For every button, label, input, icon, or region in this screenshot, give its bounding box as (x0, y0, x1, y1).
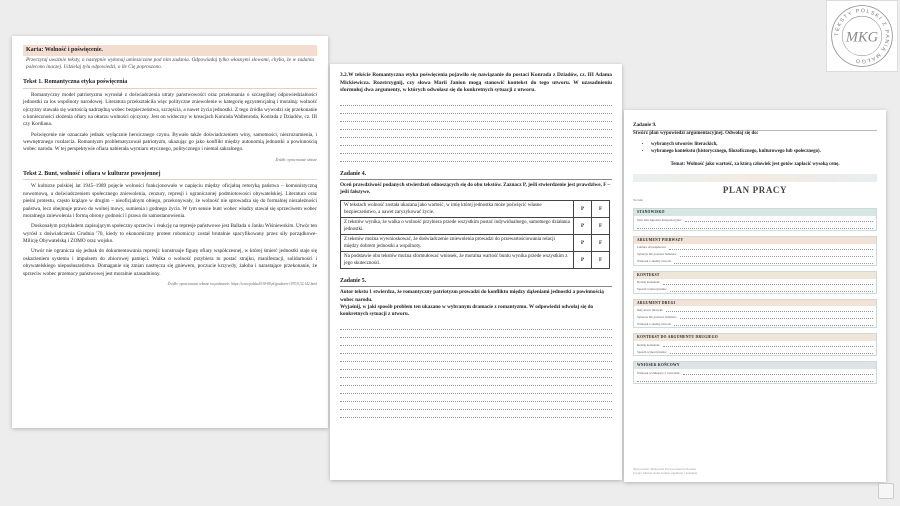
field-label: Wniosek z analizy utworu: (637, 322, 672, 327)
answer-line[interactable] (340, 154, 612, 162)
field-line[interactable] (680, 252, 873, 257)
task-4-instruction: Oceń prawdziwość podanych stwierdzeń odnoszących się do obu tekstów. Zaznacz P, jeśli stwierdzenie jest prawdziwe, F – jeśli fałszywe. (340, 181, 611, 196)
true-false-table (340, 200, 610, 269)
plan-section-kontekst (633, 271, 877, 294)
answer-lines-task-5 (340, 322, 612, 418)
field-line[interactable] (670, 287, 873, 292)
brand-logo (826, 0, 898, 72)
expand-icon[interactable] (878, 483, 894, 499)
statement-cell: Z tekstów wynika, że walka o wolność przybiera przede wszystkim postać indywidualnego, samotnego działania jednostki. (341, 218, 574, 235)
answer-line[interactable] (340, 362, 612, 370)
field-label: Sytuacja lub postawa bohatera: (637, 315, 677, 320)
worksheet-page-3 (624, 110, 886, 482)
option-f[interactable]: F (592, 218, 610, 235)
answer-line[interactable] (340, 146, 612, 154)
field-line[interactable] (670, 349, 873, 354)
section-header: ARGUMENT PIERWSZY (634, 237, 876, 244)
section-header: KONTEKST (634, 272, 876, 279)
page-footer (633, 468, 697, 476)
field-line[interactable] (637, 377, 873, 382)
plan-title: PLAN PRACY (722, 185, 788, 196)
table-row (341, 235, 610, 252)
text2-source: Źródło: opracowanie własne na podstawie: https://www.polska1918-89.pl/grudzien-1970,9,32,142.html (167, 281, 317, 286)
field-row[interactable] (634, 313, 876, 320)
worksheet-page-2 (330, 64, 622, 480)
list-item: • wybranego kontekstu (historycznego, filozoficznego, kulturowego lub społecznego). (651, 149, 877, 155)
plan-section-wniosek (633, 361, 877, 384)
decorative-band (633, 174, 877, 182)
option-p[interactable]: P (574, 201, 592, 218)
text2-paragraph-3: Utwór nie ogranicza się jednak do dokumentowania represji: konstruuje figurę ofiary współczesnej, w której śmierć jednostki staje się oskarżeniem systemu i impulsem do zbiorowej pamięci. Walka o wolność przybiera tu postać strajku, manifestacji, solidarności i obywatelskiego nieposłuszeństwa. Domaganie się zmian nastręcza się gniewem, poczucie krzywdy, żałoba i narastające przekonanie, że sprzeciw wobec przemocy państwowej jest moralnie uzasadniony. (23, 248, 317, 277)
field-label: Rodzaj kontekstu: (637, 342, 661, 347)
text2-paragraph-2: Doskonałym przykładem zapisującym społeczny sprzeciw i reakcję na represje państwowe jest Ballada o Janku Wiśniewskim. Utwór ten wyrósł z doświadczenia Grudnia '70, kiedy to ekonomiczny protest robotniczy został brutalnie spacyfikowany przez siły porządkowe- Milicję Obywatelską i ZOMO oraz wojsko. (23, 223, 317, 245)
field-line[interactable] (666, 307, 873, 312)
answer-line[interactable] (340, 370, 612, 378)
answer-lines-task-3-2 (340, 98, 612, 162)
logo-seal-icon (829, 3, 895, 69)
answer-line[interactable] (340, 130, 612, 138)
field-line[interactable] (683, 370, 873, 375)
answer-line[interactable] (340, 410, 612, 418)
option-p[interactable]: P (574, 235, 592, 252)
task-4-title: Zadanie 4. (340, 170, 612, 180)
essay-topic: Temat: Wolność jako wartość, za którą człowiek jest gotów zapłacić wysoką cenę. (670, 161, 840, 167)
answer-line[interactable] (340, 98, 612, 106)
field-row[interactable] (634, 216, 876, 223)
answer-line[interactable] (340, 386, 612, 394)
field-row[interactable] (634, 286, 876, 293)
task-5-text: Autor tekstu 1 stwierdza, że romantyczny patriotyzm prowadzi do konfliktu między dążeniami jednostki a powinnością wobec narodu. (340, 289, 604, 303)
text1-paragraph-2: Poświęcenie nie oznaczało jednak wyłącznie heroicznego czynu. Bywało także doświadczeniem winy, samotności, niezrozumienia, i wewnętrznego rozdarcia. Romantyzm problematyzował patriotyzm, ukazując go jako konflikt między autonomią jednostki a powinnością wobec narodu. W tej perspektywie ofiara nabierała wymiaru etycznego, politycznego i niemal sakralnego. (23, 131, 317, 153)
field-label: Wniosek z analizy utworu: (637, 259, 672, 264)
text2-paragraph-1: W kulturze polskiej lat 1945–1989 pojęcie wolności funkcjonowało w napięciu między oficjalną retoryką państwa – komunistyczną nowomową, a doświadczeniem społecznego zniewolenia, cenzury, represji i ograniczonej podmiotowości obywatelskiej. Literatura oraz pieśni protestu, często krążące w drugim – nieoficjalnym obiegu, przekonywały, że wolność nie sprowadza się do formalnej niezależności państwa, lecz obejmuje prawo do wolnej mowy, sumienia i godnego życia. W tym sensie bunt wobec władzy stawał się sprzeciwem wobec moralnego zniewolenia i formą obrony godności i prawa do samostanowienia. (23, 183, 317, 219)
field-row[interactable] (634, 369, 876, 376)
footer-line: Uwaga: Możesz dodać kolejne argumenty i konteksty (633, 471, 698, 476)
plan-section-argument-2 (633, 299, 877, 329)
field-row[interactable] (634, 376, 876, 383)
field-row[interactable] (634, 244, 876, 251)
answer-line[interactable] (340, 330, 612, 338)
table-row (341, 252, 610, 269)
field-label: Teza albo hipoteza interpretacyjna: (637, 217, 682, 222)
table-row (341, 201, 610, 218)
field-label: Wniosek wynikający z rozważań: (637, 370, 680, 375)
answer-line[interactable] (340, 122, 612, 130)
field-label: Sposób wykorzystania: (637, 349, 667, 354)
plan-section-kontekst-2 (633, 333, 877, 356)
task-5-title: Zadanie 5. (340, 277, 612, 287)
field-line[interactable] (674, 321, 873, 326)
statement-cell: W tekstach wolność została ukazana jako wartość, w imię której jednostka może poświęcić własne bezpieczeństwo, a nawet zaryzykować życie. (341, 201, 574, 218)
answer-line[interactable] (340, 394, 612, 402)
field-label: Lektura obowiązkowa: (637, 245, 667, 250)
section-header: ARGUMENT DRUGI (634, 300, 876, 307)
field-line[interactable] (663, 280, 873, 285)
field-row[interactable] (634, 306, 876, 313)
task-5-text-2: Wyjaśnij, w jaki sposób problem ten ukazano w wybranym dramacie z romantyzmu. W odpowiedzi odwołaj się do konkretnych sytuacji z utworu. (340, 304, 594, 318)
field-row[interactable] (634, 341, 876, 348)
field-row[interactable] (634, 258, 876, 265)
task-9-list (651, 142, 877, 156)
footer-line: Opracowanie: Małgorzata Kaczorowska-Grabowska (633, 467, 696, 472)
statement-cell: Na podstawie obu tekstów można sformułować wniosek, że moralna wartość buntu wynika przede wszystkim z jego skuteczności. (341, 252, 574, 269)
option-p[interactable]: P (574, 218, 592, 235)
field-row[interactable] (634, 251, 876, 258)
plan-section-stanowisko (633, 208, 877, 231)
answer-line[interactable] (340, 402, 612, 410)
field-row[interactable] (634, 348, 876, 355)
field-label: Inny utwór literacki: (637, 308, 664, 313)
field-line[interactable] (674, 259, 873, 264)
list-item: • wybranych utworów literackich, (651, 142, 877, 148)
answer-line[interactable] (340, 378, 612, 386)
table-row (341, 218, 610, 235)
field-line[interactable] (685, 217, 873, 222)
task-9-instruction: Stwórz plan wypowiedzi argumentacyjnej. Odwołaj się do: (633, 131, 759, 137)
text1-paragraph-1: Romantyczny model patriotyzmu wyrosłał z doświadczenia utraty państwowości oraz przekonania o szczególnej odpowiedzialności jednostki za los wspólnoty narodowej. Literatura przekształciła więc polityczne zniewolenie w kategorię egzystencjalną i moralną: wolność ojczyzny stawała się wartością nadrzędną wobec bezpieczeństwa, szczęścia, a nawet życia jednostki. Z tego źródła wywodzi się przekonanie o konieczności złożenia ofiary na ołtarzu wolności ojczyzny. Jest on widoczny w kreacjach Konrada Wallenroda, Konrada z Dziadów, cz. III czy Kordiana. (23, 91, 317, 128)
answer-line[interactable] (340, 322, 612, 330)
section-header: KONTEKST DO ARGUMENTU DRUGIEGO (634, 334, 876, 341)
section-header: WNIOSEK KOŃCOWY (634, 362, 876, 369)
field-line[interactable] (637, 224, 873, 229)
answer-line[interactable] (340, 138, 612, 146)
task-9-title: Zadanie 9. (633, 122, 877, 131)
option-f[interactable]: F (592, 252, 610, 269)
answer-line[interactable] (340, 346, 612, 354)
field-row[interactable] (634, 279, 876, 286)
option-f[interactable]: F (592, 235, 610, 252)
plan-subtitle: Notatki (633, 198, 644, 203)
logo-ring-text: TEKSTY POLSKI Z PANIĄ MAŁGO (834, 8, 890, 64)
option-f[interactable]: F (592, 201, 610, 218)
field-label: Sposób wykorzystania: (637, 287, 667, 292)
text2-title: Tekst 2. Bunt, wolność i ofiara w kulturze powojennej (23, 170, 317, 181)
field-label: Rodzaj kontekstu: (637, 280, 661, 285)
card-instruction: Przeczytaj uważnie teksty, a następnie wykonaj umieszczone pod nim zadania. Odpowiadaj tylko własnymi słowami, chyba, że w zadaniu polecono inaczej. Udzielaj tylu odpowiedzi, o ile Cię poproszono. (26, 56, 314, 70)
answer-line[interactable] (340, 354, 612, 362)
answer-line[interactable] (340, 338, 612, 346)
field-line[interactable] (680, 314, 873, 319)
field-row[interactable] (634, 223, 876, 230)
answer-line[interactable] (340, 106, 612, 114)
section-header: STANOWISKO (634, 209, 876, 216)
worksheet-page-1 (12, 36, 328, 428)
plan-section-argument-1 (633, 236, 877, 266)
option-p[interactable]: P (574, 252, 592, 269)
field-row[interactable] (634, 320, 876, 327)
text1-title: Tekst 1. Romantyczna etyka poświęcenia (23, 78, 317, 89)
logo-monogram: MKG (845, 29, 879, 46)
card-title: Karta: Wolność i poświęcenie. (23, 45, 317, 56)
statement-cell: Z tekstów można wywnioskować, że doświadczenie zniewolenia prowadzi do przewartościowania relacji między dobrem jednostki a wspólnoty. (341, 235, 574, 252)
task-3-2-text: 3.2.W tekście Romantyczna etyka poświęcenia pojawiło się nawiązanie do postaci Konrada z Dziadów, cz. III Adama Mickiewicza. Rozstrzygnij, czy słowa Marii Janion mogą stanowić kontekst do tego utworu. W uzasadnieniu sformułuj dwa argumenty, w których odwołasz się do konkretnych sytuacji z utworu. (340, 72, 612, 94)
field-label: Sytuacja lub postawa bohatera: (637, 252, 677, 257)
text1-source: Źródło: opracowanie własne (275, 157, 317, 162)
answer-line[interactable] (340, 114, 612, 122)
field-line[interactable] (669, 245, 873, 250)
field-line[interactable] (663, 342, 873, 347)
